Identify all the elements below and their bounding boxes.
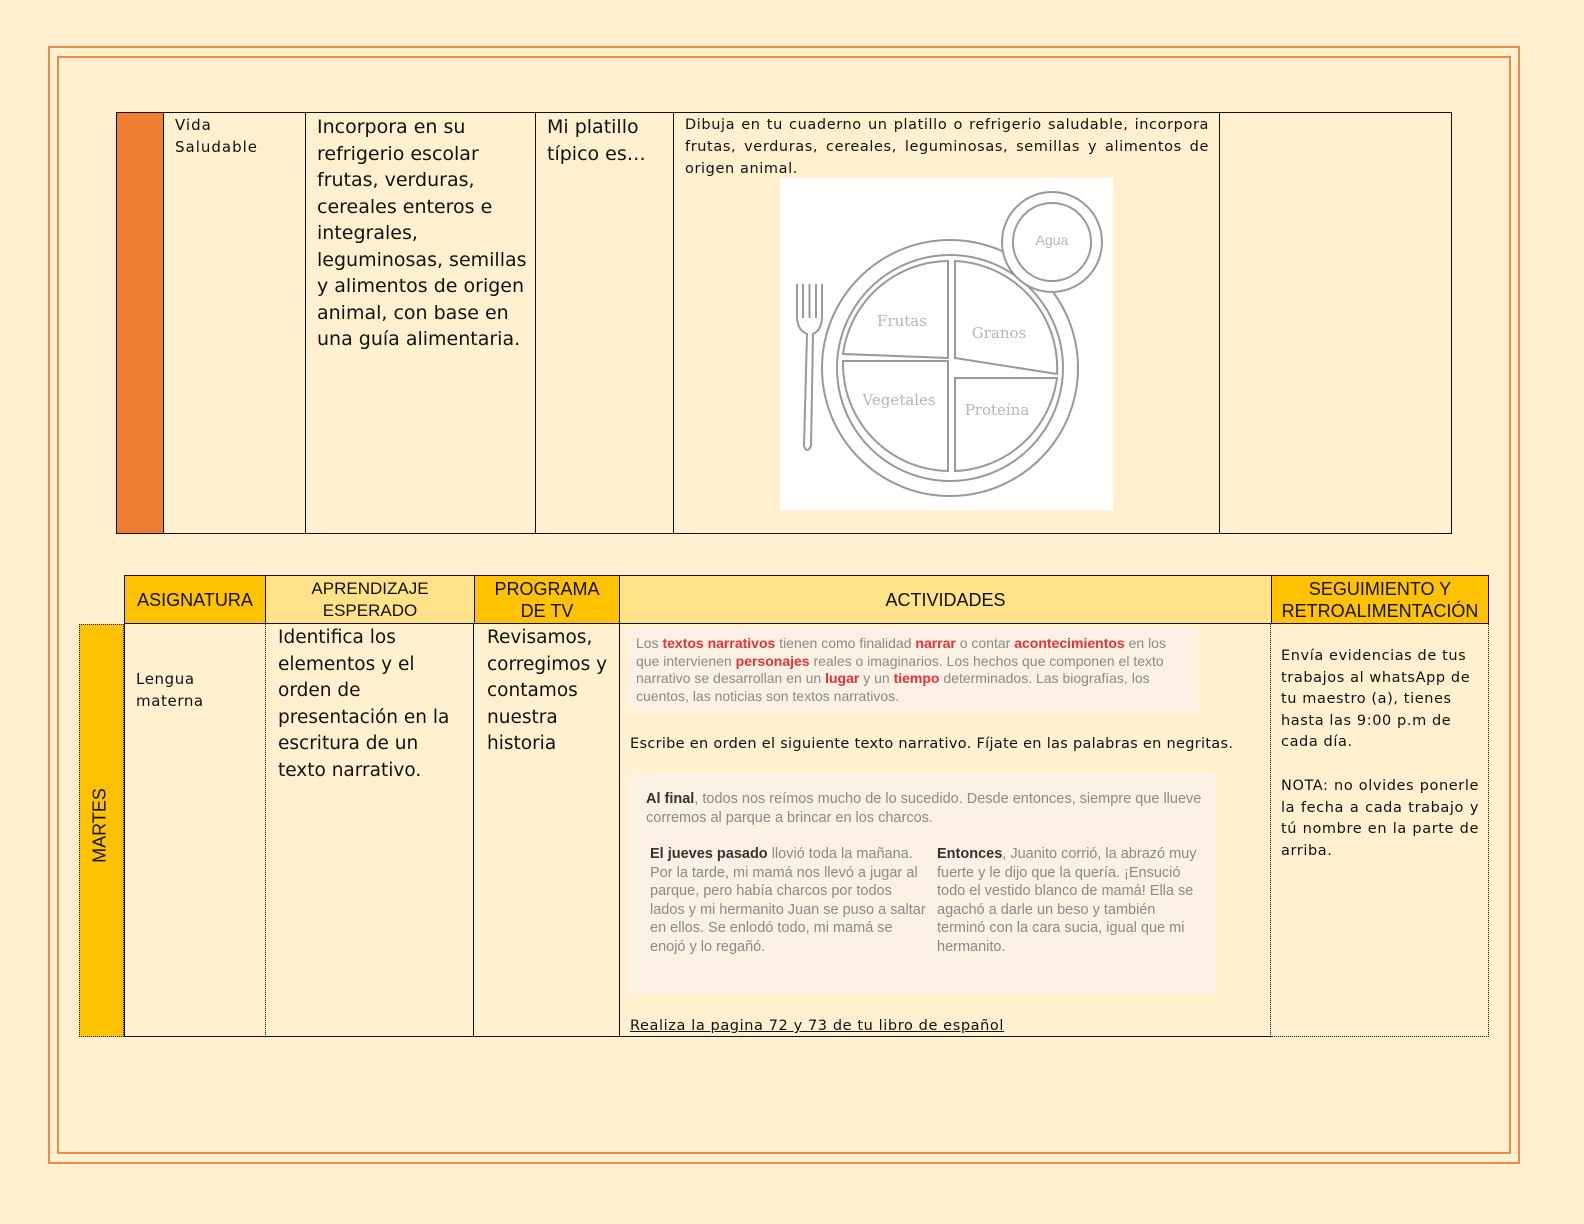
top-subject: Vida Saludable bbox=[175, 116, 259, 156]
day-label: MARTES bbox=[89, 788, 110, 863]
keyword: textos narrativos bbox=[662, 635, 776, 651]
header-activities: ACTIVIDADES bbox=[620, 575, 1271, 624]
healthy-plate-icon bbox=[780, 178, 1113, 510]
info-text: en los que intervienen bbox=[636, 635, 1166, 669]
plate-label-fruits: Frutas bbox=[877, 312, 927, 330]
info-text: reales o imaginarios. Los hechos que componen el texto narrativo se desarrollan en un bbox=[636, 652, 1164, 686]
keyword: personajes bbox=[735, 652, 810, 669]
plate-label-protein: Proteína bbox=[964, 401, 1030, 419]
plate-label-grains: Granos bbox=[971, 324, 1027, 342]
learning-text: Identifica los elementos y el orden de presentación en la escritura de un texto narrativo. bbox=[278, 627, 450, 781]
task-text: Realiza la pagina 72 y 73 de tu libro de español bbox=[630, 1018, 1005, 1034]
story-beginning bbox=[650, 845, 930, 956]
subject-text: Lengua materna bbox=[136, 670, 204, 710]
story-bold: El jueves pasado bbox=[650, 846, 768, 862]
orange-day-bar bbox=[117, 113, 164, 533]
day-column bbox=[79, 624, 124, 1037]
dotted-rule bbox=[165, 533, 535, 534]
keyword: tiempo bbox=[893, 670, 940, 686]
story-text: , todos nos reímos mucho de lo sucedido. Desde entonces, siempre que llueve corremos al parque a brincar en los charcos. bbox=[646, 791, 1202, 826]
info-text: Los bbox=[636, 635, 663, 651]
header-subject: ASIGNATURA bbox=[124, 575, 266, 624]
dotted-rule bbox=[165, 112, 535, 113]
story-bold: Entonces bbox=[937, 846, 1003, 862]
note-text: NOTA: no olvides ponerle la fecha a cada trabajo y tú nombre en la parte de arriba. bbox=[1281, 778, 1479, 859]
followup-text: Envía evidencias de tus trabajos al whatsApp de tu maestro (a), tienes hasta las 9:00 p.m de cada día. bbox=[1281, 648, 1471, 750]
info-text: determinados. Las biografías, los cuentos, las noticias son textos narrativos. bbox=[636, 670, 1150, 704]
column-divider bbox=[535, 112, 536, 534]
header-learning: APRENDIZAJE ESPERADO bbox=[266, 575, 474, 624]
plate-illustration bbox=[780, 178, 1113, 510]
info-text: tienen como finalidad bbox=[775, 635, 916, 651]
narrative-definition-box bbox=[628, 627, 1198, 711]
keyword: acontecimientos bbox=[1014, 635, 1125, 651]
story-text: llovió toda la mañana. Por la tarde, mi mamá nos llevó a jugar al parque, pero había charcos por todos lados y mi hermanito Juan se puso a saltar en ellos. Se enlodó todo, mi mamá se enojó y lo regañó. bbox=[650, 846, 926, 955]
top-program: Mi platillo típico es… bbox=[547, 116, 646, 165]
story-text: , Juanito corrió, la abrazó muy fuerte y le dijo que la quería. ¡Ensució todo el vestido blanco de mamá! Ella se agachó a darle un beso y también terminó con la cara sucia, igual que mi hermanito. bbox=[937, 846, 1197, 955]
story-bold: Al final bbox=[646, 791, 695, 807]
story-box bbox=[628, 774, 1217, 994]
info-text: o contar bbox=[955, 635, 1015, 651]
keyword: narrar bbox=[915, 635, 956, 651]
column-divider bbox=[1219, 112, 1220, 534]
instruction-text: Escribe en orden el siguiente texto narrativo. Fíjate en las palabras en negritas. bbox=[630, 736, 1234, 752]
header-program: PROGRAMA DE TV bbox=[474, 575, 620, 624]
top-activity: Dibuja en tu cuaderno un platillo o refrigerio saludable, incorpora frutas, verduras, cereales, leguminosas, semillas y alimentos de origen animal. bbox=[685, 117, 1209, 177]
story-ending bbox=[646, 790, 1206, 827]
column-divider bbox=[673, 112, 674, 534]
header-followup: SEGUIMIENTO Y RETROALIMENTACIÓN bbox=[1271, 575, 1489, 624]
plate-label-vegetables: Vegetales bbox=[862, 391, 936, 409]
story-middle bbox=[937, 845, 1203, 956]
info-text: y un bbox=[859, 670, 894, 686]
top-learning: Incorpora en su refrigerio escolar frutas, verduras, cereales enteros e integrales, leguminosas, semillas y alimentos de origen animal, con base en una guía alimentaria. bbox=[317, 116, 527, 350]
program-text: Revisamos, corregimos y contamos nuestra historia bbox=[487, 627, 608, 754]
plate-label-water: Agua bbox=[1035, 232, 1069, 248]
column-divider bbox=[305, 112, 306, 534]
keyword: lugar bbox=[825, 670, 860, 686]
